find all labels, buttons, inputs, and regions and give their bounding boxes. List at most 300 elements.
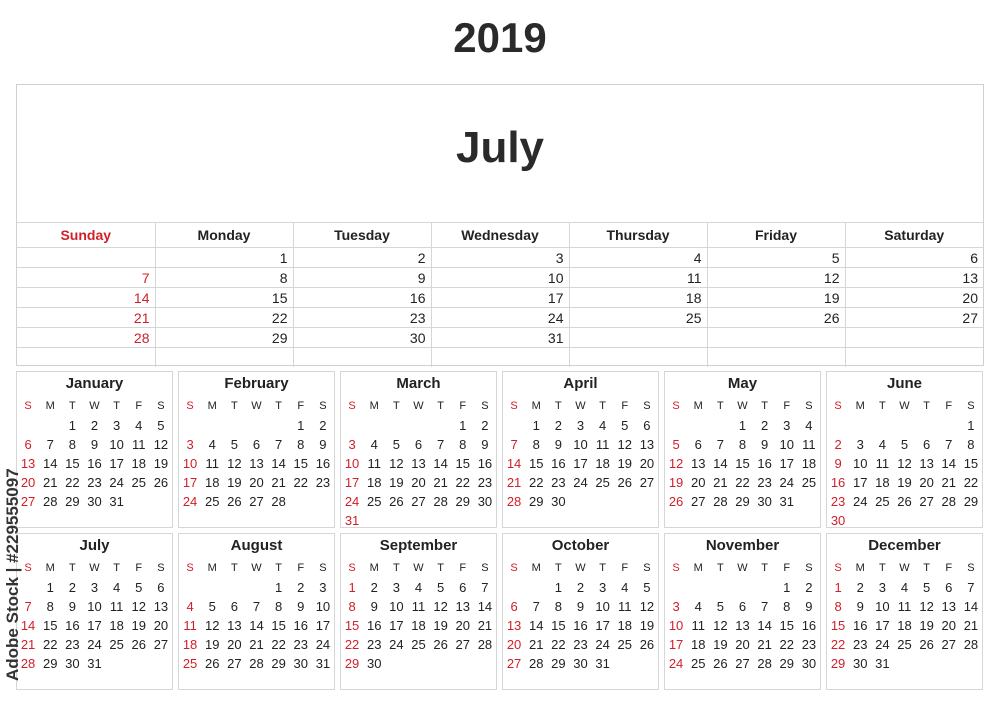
day-number: 19: [713, 637, 728, 652]
day-cell: 4: [569, 248, 707, 268]
week-row: [827, 578, 982, 597]
day-initial: S: [967, 562, 975, 574]
day-initial: M: [693, 562, 703, 574]
day-initial: T: [716, 400, 724, 412]
week-row: [179, 454, 334, 473]
day-number: 9: [834, 456, 842, 471]
week-row: [665, 616, 820, 635]
day-number: 14: [963, 599, 979, 614]
day-number: 16: [757, 456, 772, 471]
day-number: 12: [433, 599, 448, 614]
day-number: 3: [599, 580, 607, 595]
day-number: 18: [109, 618, 124, 633]
day-number: [665, 578, 687, 597]
day-number: 17: [779, 456, 794, 471]
day-number: [39, 416, 61, 435]
day-number: 1: [459, 418, 467, 433]
day-cell: 18: [569, 288, 707, 308]
week-row: [17, 348, 983, 368]
day-number: 16: [315, 456, 331, 471]
day-initial: T: [716, 562, 724, 574]
featured-month-calendar: [16, 84, 984, 366]
week-row: [179, 435, 334, 454]
day-number: [731, 578, 753, 597]
day-number: 26: [668, 494, 684, 509]
day-number: 2: [856, 580, 864, 595]
day-number: 20: [455, 618, 470, 633]
day-number: 26: [433, 637, 448, 652]
day-number: 23: [87, 475, 102, 490]
week-row: [665, 473, 820, 492]
day-number: 8: [554, 599, 562, 614]
day-cell: [17, 248, 155, 268]
day-number: 18: [875, 475, 890, 490]
day-number: 6: [694, 437, 702, 452]
weekday-header: Friday: [707, 223, 845, 248]
week-row: [341, 492, 496, 511]
day-number: 22: [271, 637, 286, 652]
day-initial: S: [672, 400, 680, 412]
day-number: 21: [941, 475, 956, 490]
day-number: [290, 492, 312, 511]
day-cell: 29: [155, 328, 293, 348]
week-row: [341, 635, 496, 654]
day-initial: F: [621, 400, 629, 412]
day-number: 20: [919, 475, 934, 490]
week-row: [341, 654, 496, 673]
day-number: 30: [757, 494, 772, 509]
day-number: 21: [42, 475, 58, 490]
day-number: 28: [713, 494, 728, 509]
day-number: 13: [506, 618, 522, 633]
day-number: 13: [411, 456, 426, 471]
month-calendar: [178, 371, 335, 528]
day-number: 25: [411, 637, 426, 652]
day-number: 28: [249, 656, 264, 671]
month-calendar: [502, 533, 659, 690]
month-name: March: [396, 375, 441, 392]
day-number: 17: [875, 618, 890, 633]
day-cell: 19: [707, 288, 845, 308]
day-number: 22: [779, 637, 794, 652]
day-number: 12: [153, 437, 169, 452]
day-initial: T: [761, 400, 768, 412]
day-number: 4: [186, 599, 194, 614]
day-number: [452, 511, 474, 530]
day-number: 30: [293, 656, 308, 671]
day-number: [341, 416, 363, 435]
week-row: [341, 511, 496, 530]
day-number: 16: [65, 618, 80, 633]
day-number: 8: [275, 599, 283, 614]
day-number: [268, 416, 290, 435]
day-number: 16: [551, 456, 566, 471]
day-number: 1: [783, 580, 791, 595]
day-number: 14: [249, 618, 264, 633]
week-row: [341, 416, 496, 435]
day-number: 2: [68, 580, 76, 595]
day-initial: S: [24, 400, 32, 412]
day-initial: T: [68, 562, 76, 574]
day-number: 3: [576, 418, 585, 433]
day-number: 3: [348, 437, 356, 452]
day-number: 19: [204, 637, 220, 652]
week-row: [179, 492, 334, 511]
day-number: 22: [344, 637, 360, 652]
day-number: 2: [297, 580, 305, 595]
week-row: [827, 635, 982, 654]
day-number: [430, 416, 452, 435]
day-initials-row: [179, 558, 334, 578]
day-initial: M: [369, 400, 379, 412]
day-number: 11: [132, 437, 146, 452]
day-number: 11: [875, 456, 890, 471]
day-number: 8: [532, 437, 540, 452]
day-initial: S: [157, 400, 165, 412]
day-number: 28: [506, 494, 522, 509]
day-number: 30: [801, 656, 817, 671]
day-number: 31: [315, 656, 331, 671]
day-number: 30: [477, 494, 493, 509]
week-row: [503, 578, 658, 597]
week-row: [503, 616, 658, 635]
week-row: [665, 435, 820, 454]
day-number: 9: [856, 599, 864, 614]
day-initial: W: [89, 400, 100, 412]
day-initials-row: [665, 396, 820, 416]
day-number: 23: [293, 637, 308, 652]
day-number: 14: [20, 618, 36, 633]
day-number: 26: [204, 656, 220, 671]
day-number: 5: [392, 437, 400, 452]
day-number: 3: [113, 418, 121, 433]
day-number: 28: [433, 494, 448, 509]
day-number: [430, 511, 452, 530]
day-number: 4: [621, 580, 629, 595]
day-number: 28: [20, 656, 36, 671]
day-number: 19: [389, 475, 404, 490]
day-number: 6: [643, 418, 651, 433]
day-initial: T: [230, 400, 238, 412]
week-row: [665, 492, 820, 511]
month-grid: [341, 396, 496, 530]
day-cell: [155, 348, 293, 368]
day-number: 4: [694, 599, 702, 614]
day-number: 27: [227, 656, 242, 671]
week-row: [665, 597, 820, 616]
month-grid: [665, 558, 820, 673]
day-number: 4: [805, 418, 813, 433]
weekday-header: Thursday: [569, 223, 707, 248]
month-grid: [179, 396, 334, 511]
day-initial: T: [761, 562, 768, 574]
day-number: 19: [227, 475, 242, 490]
day-number: 20: [411, 475, 426, 490]
month-calendar: [826, 371, 983, 528]
day-number: 16: [477, 456, 493, 471]
day-number: 25: [690, 656, 706, 671]
day-number: 10: [595, 599, 610, 614]
day-number: 14: [433, 456, 448, 471]
day-number: 20: [20, 475, 36, 490]
day-number: 4: [370, 437, 378, 452]
day-number: 26: [897, 494, 912, 509]
week-row: [17, 473, 172, 492]
day-number: 3: [186, 437, 194, 452]
day-number: 2: [576, 580, 585, 595]
day-number: 29: [735, 494, 750, 509]
day-number: 27: [690, 494, 706, 509]
day-number: 7: [24, 599, 32, 614]
day-cell: 15: [155, 288, 293, 308]
day-number: 14: [757, 618, 772, 633]
day-number: 26: [227, 494, 242, 509]
month-calendar: [16, 371, 173, 528]
day-initial: W: [413, 400, 424, 412]
week-row: [503, 492, 658, 511]
day-number: [636, 654, 658, 673]
day-number: 1: [834, 580, 842, 595]
week-row: [503, 416, 658, 435]
day-number: 11: [618, 599, 632, 614]
day-number: 12: [617, 437, 632, 452]
day-number: 8: [46, 599, 54, 614]
day-number: 5: [157, 418, 165, 433]
day-cell: 23: [293, 308, 431, 328]
day-number: 6: [459, 580, 467, 595]
day-number: 21: [20, 637, 36, 652]
day-number: 10: [315, 599, 331, 614]
day-number: 29: [65, 494, 80, 509]
week-row: [827, 492, 982, 511]
day-number: 22: [551, 637, 566, 652]
day-number: 9: [297, 599, 305, 614]
day-number: 11: [691, 618, 705, 633]
day-number: [960, 654, 982, 673]
stock-watermark: Adobe Stock | #229555097: [3, 468, 22, 682]
day-number: 1: [532, 418, 540, 433]
week-row: [503, 635, 658, 654]
day-number: [363, 416, 385, 435]
day-number: 30: [551, 494, 566, 509]
day-number: 15: [271, 618, 286, 633]
day-initial: S: [643, 400, 651, 412]
day-number: 27: [941, 637, 956, 652]
day-number: 15: [963, 456, 979, 471]
day-initial: S: [24, 562, 32, 574]
day-number: 12: [919, 599, 934, 614]
month-name: May: [727, 375, 758, 392]
day-initial: F: [297, 562, 305, 574]
day-number: 2: [834, 437, 842, 452]
day-initial: F: [783, 400, 791, 412]
month-calendar: [16, 533, 173, 690]
day-number: 5: [230, 437, 238, 452]
day-number: 4: [414, 580, 423, 595]
day-number: 13: [455, 599, 470, 614]
day-number: 23: [801, 637, 817, 652]
week-row: [827, 616, 982, 635]
day-initial: F: [135, 562, 143, 574]
day-number: 8: [68, 437, 76, 452]
day-number: 14: [941, 456, 956, 471]
day-number: 9: [761, 437, 769, 452]
day-number: 22: [65, 475, 80, 490]
day-number: 28: [963, 637, 979, 652]
day-initial: M: [531, 400, 541, 412]
day-number: 8: [967, 437, 975, 452]
day-initial: S: [319, 562, 327, 574]
day-number: 6: [510, 599, 518, 614]
day-number: 8: [459, 437, 467, 452]
day-number: 9: [90, 437, 99, 452]
day-number: 5: [643, 580, 651, 595]
day-number: 21: [477, 618, 493, 633]
day-cell: 21: [17, 308, 155, 328]
day-number: 18: [131, 456, 146, 471]
week-row: [341, 616, 496, 635]
day-initials-row: [17, 396, 172, 416]
day-number: 9: [68, 599, 76, 614]
day-number: 5: [437, 580, 445, 595]
day-number: 24: [779, 475, 794, 490]
day-number: [106, 654, 128, 673]
day-number: 12: [639, 599, 655, 614]
day-number: 28: [757, 656, 772, 671]
day-number: 30: [65, 656, 80, 671]
day-number: 17: [315, 618, 331, 633]
day-number: 1: [738, 418, 747, 433]
week-row: [179, 616, 334, 635]
day-number: 12: [204, 618, 220, 633]
day-number: 24: [573, 475, 588, 490]
day-number: 27: [411, 494, 426, 509]
week-row: [827, 416, 982, 435]
day-number: 29: [42, 656, 58, 671]
day-cell: [569, 348, 707, 368]
day-number: 23: [315, 475, 331, 490]
day-number: 6: [252, 437, 261, 452]
day-number: 22: [963, 475, 979, 490]
day-number: [245, 578, 267, 597]
day-number: [893, 416, 915, 435]
day-cell: 25: [569, 308, 707, 328]
week-row: [17, 578, 172, 597]
year-title: 2019: [453, 14, 547, 61]
week-row: [503, 654, 658, 673]
day-number: [709, 416, 731, 435]
day-number: 31: [109, 494, 124, 509]
day-number: 15: [455, 456, 470, 471]
day-number: 29: [344, 656, 360, 671]
day-number: 13: [20, 456, 36, 471]
day-number: [754, 578, 776, 597]
day-number: [150, 654, 172, 673]
day-number: [871, 511, 893, 530]
day-number: 4: [878, 437, 886, 452]
day-number: 16: [366, 618, 382, 633]
day-number: 10: [779, 437, 794, 452]
day-cell: 7: [17, 268, 155, 288]
day-number: 17: [109, 456, 124, 471]
day-number: 25: [595, 475, 610, 490]
day-number: 15: [42, 618, 58, 633]
week-row: [503, 473, 658, 492]
day-number: 3: [783, 418, 791, 433]
day-number: 17: [573, 456, 588, 471]
month-calendar: [340, 533, 497, 690]
day-initial: W: [575, 400, 586, 412]
day-number: 20: [153, 618, 169, 633]
day-initial: M: [207, 400, 217, 412]
day-number: 24: [315, 637, 331, 652]
day-number: 7: [275, 437, 283, 452]
day-number: 2: [319, 418, 327, 433]
day-number: 6: [923, 437, 931, 452]
week-row: [17, 308, 983, 328]
day-initial: F: [297, 400, 305, 412]
day-number: [128, 492, 150, 511]
day-number: 16: [830, 475, 846, 490]
day-number: 22: [735, 475, 750, 490]
day-number: 1: [275, 580, 283, 595]
day-number: 9: [319, 437, 327, 452]
day-number: 17: [852, 475, 868, 490]
day-initial: S: [186, 562, 194, 574]
day-number: [128, 654, 150, 673]
day-initial: T: [923, 562, 930, 574]
day-cell: 11: [569, 268, 707, 288]
day-initial: S: [481, 400, 489, 412]
day-number: 7: [437, 437, 445, 452]
day-number: 25: [204, 494, 220, 509]
day-cell: [845, 328, 983, 348]
day-cell: [707, 348, 845, 368]
day-number: 27: [919, 494, 934, 509]
day-number: 7: [967, 580, 975, 595]
day-number: 30: [573, 656, 588, 671]
month-calendar: [664, 533, 821, 690]
day-initial: S: [319, 400, 327, 412]
day-number: 8: [783, 599, 791, 614]
day-number: 31: [344, 513, 360, 528]
day-initials-row: [179, 396, 334, 416]
day-cell: 14: [17, 288, 155, 308]
week-row: [179, 654, 334, 673]
week-row: [503, 597, 658, 616]
week-row: [665, 416, 820, 435]
day-number: 7: [761, 599, 769, 614]
day-cell: [569, 328, 707, 348]
day-number: 18: [366, 475, 382, 490]
day-number: 14: [506, 456, 522, 471]
day-number: 16: [852, 618, 868, 633]
day-number: 13: [153, 599, 169, 614]
day-cell: 13: [845, 268, 983, 288]
week-row: [827, 454, 982, 473]
day-number: [503, 416, 525, 435]
day-number: 9: [805, 599, 813, 614]
day-number: 11: [897, 599, 912, 614]
day-number: 23: [573, 637, 588, 652]
day-number: 23: [551, 475, 566, 490]
week-row: [827, 654, 982, 673]
day-number: [385, 416, 407, 435]
day-initial: F: [783, 562, 791, 574]
day-number: 20: [639, 456, 655, 471]
day-number: [687, 578, 709, 597]
day-number: 7: [481, 580, 489, 595]
